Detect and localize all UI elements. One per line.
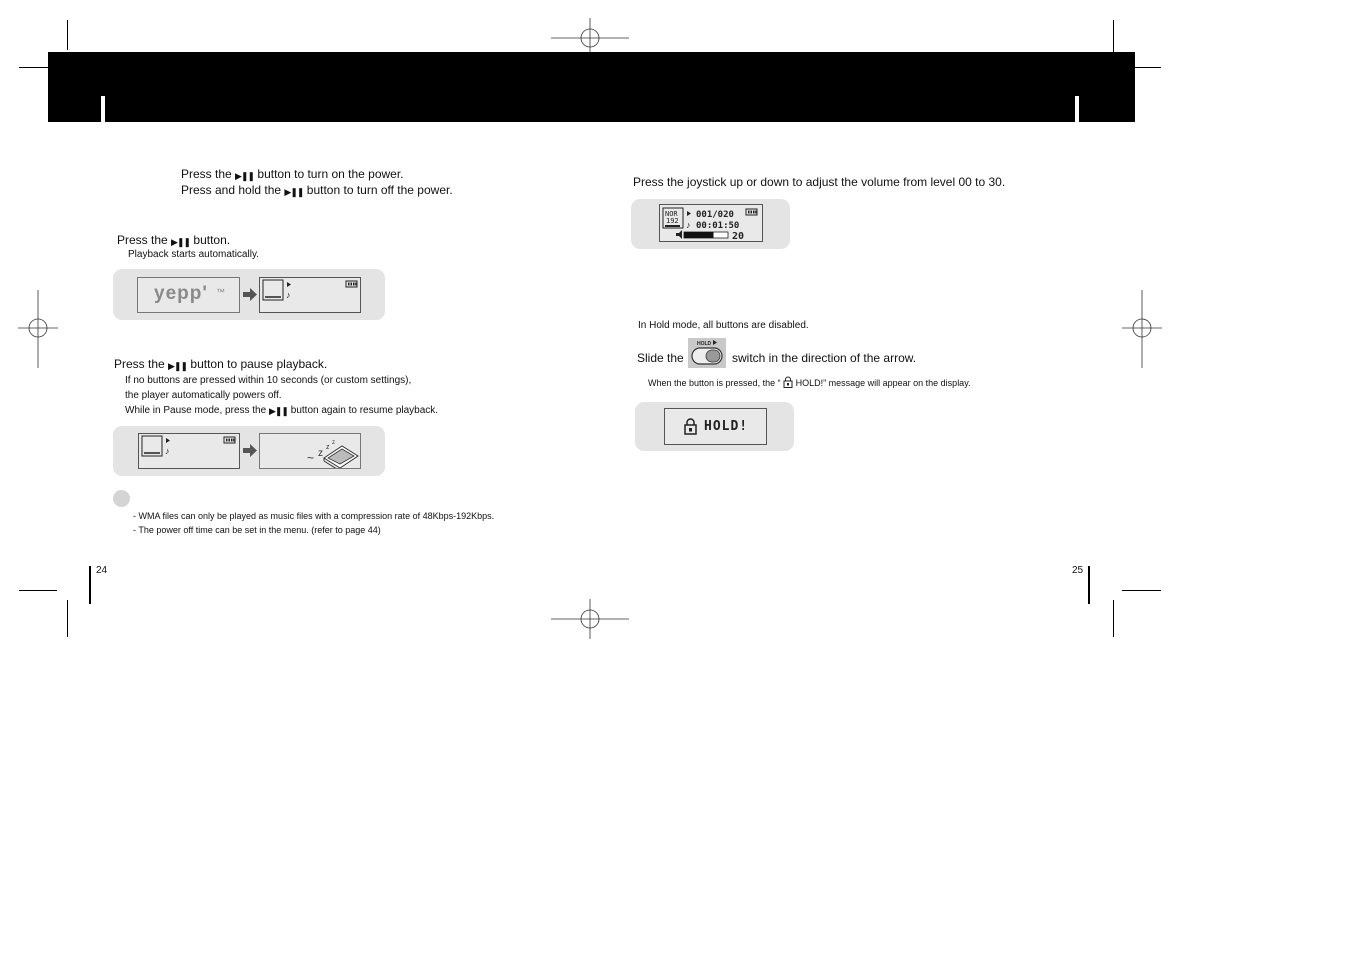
pause-sub3-text-a: While in Pause mode, press the [125,405,267,416]
hold-figure-panel [635,402,794,451]
note-line-1: - WMA files can only be played as music files with a compression rate of 48Kbps-192Kbps. [133,511,495,521]
power-on-line [181,167,404,183]
crop-mark [1122,590,1161,591]
arrow-right-icon [243,288,257,301]
yepp-logo: yepp' [154,283,208,304]
hold-slide-line [637,351,684,365]
play-pause-icon: ▶❚❚ [268,406,288,416]
crop-mark [1113,20,1114,56]
registration-mark [18,290,58,368]
pause-text-b: button to pause playback. [190,357,328,371]
power-off-text-b: button to turn off the power. [306,183,453,197]
sleep-display [259,433,361,469]
yepp-logo-tm: ™ [216,287,225,297]
hold-switch-graphic [688,338,726,368]
hold-intro: In Hold mode, all buttons are disabled. [638,320,809,331]
lcd-volume-text: 20 [732,231,745,241]
crop-mark [1113,600,1114,637]
pause-text-a: Press the [114,357,165,371]
pause-lcd-graphic [139,434,239,468]
playback-display [259,277,361,313]
crop-mark [19,67,49,68]
lcd-time-text: 00:01:50 [696,221,740,231]
hold-display [664,408,767,445]
hold-switch-label: HOLD [697,341,712,347]
hold-note-text-a: When the button is pressed, the “ [648,378,781,388]
pause-display [138,433,240,469]
pause-sub3-text-b: button again to resume playback. [290,405,439,416]
crop-mark [67,20,68,50]
hold-slide-text-a: Slide the [637,351,684,365]
crop-mark [1088,566,1090,604]
hold-slide-line-b [732,351,916,365]
crop-mark [1133,67,1161,68]
volume-level-bar [684,232,714,238]
lock-icon [783,376,793,388]
svg-text:♪: ♪ [165,446,170,456]
lcd-bitrate-text: 192 [666,217,679,225]
pause-subtext-1: If no buttons are pressed within 10 seconds (or custom settings), [125,375,412,386]
power-on-text-b: button to turn on the power. [257,167,404,181]
lcd-mode-text: NOR [665,210,678,218]
pause-figure-panel [113,426,385,476]
page-number-left: 24 [96,565,108,576]
play-pause-icon: ▶❚❚ [171,237,191,247]
play-pause-icon: ▶❚❚ [284,187,304,197]
svg-text:♪: ♪ [286,290,291,300]
note-bullet-icon [113,490,130,507]
playback-lcd-graphic [260,278,360,312]
svg-text:z: z [332,440,335,446]
page-number-right: 25 [1072,565,1084,576]
hold-display-text: HOLD! [704,419,749,434]
header-tick-right [1075,96,1079,122]
header-tick-left [101,96,105,122]
pause-subtext-3 [125,405,438,417]
play-pause-icon: ▶❚❚ [168,361,188,371]
logo-display [137,277,240,313]
hold-note-text-b: HOLD!” message will appear on the display. [795,378,971,388]
crop-mark [19,590,57,591]
volume-instruction: Press the joystick up or down to adjust the volume from level 00 to 30. [633,175,1006,189]
lock-icon [684,418,697,435]
pause-subtext-2: the player automatically powers off. [125,390,282,401]
play-subtext: Playback starts automatically. [128,249,259,260]
crop-mark [67,600,68,637]
registration-mark [1122,290,1162,368]
play-text-b: button. [193,233,231,247]
svg-text:z: z [318,448,323,459]
hold-note [648,376,971,389]
arrow-right-icon [243,444,257,457]
note-line-2: - The power off time can be set in the menu. (refer to page 44) [133,525,381,535]
play-instruction [117,233,230,249]
hold-switch-icon [688,338,726,368]
pause-instruction [114,357,327,373]
crop-mark [89,566,91,604]
play-pause-icon: ▶❚❚ [235,171,255,181]
header-bar [48,52,1135,122]
power-off-line [181,183,453,199]
power-off-text-a: Press and hold the [181,183,282,197]
hold-slide-text-b: switch in the direction of the arrow. [732,351,917,365]
volume-figure-panel [631,199,790,249]
lcd-track-text: 001/020 [696,210,734,220]
volume-display [659,204,763,242]
svg-text:~: ~ [307,451,315,465]
volume-lcd-graphic [660,205,762,241]
registration-mark [551,599,629,639]
svg-text:♪: ♪ [686,220,691,230]
sleeping-player-icon [260,434,360,468]
play-figure-panel [113,269,385,320]
power-on-text-a: Press the [181,167,232,181]
svg-text:z: z [326,444,330,451]
play-text-a: Press the [117,233,168,247]
